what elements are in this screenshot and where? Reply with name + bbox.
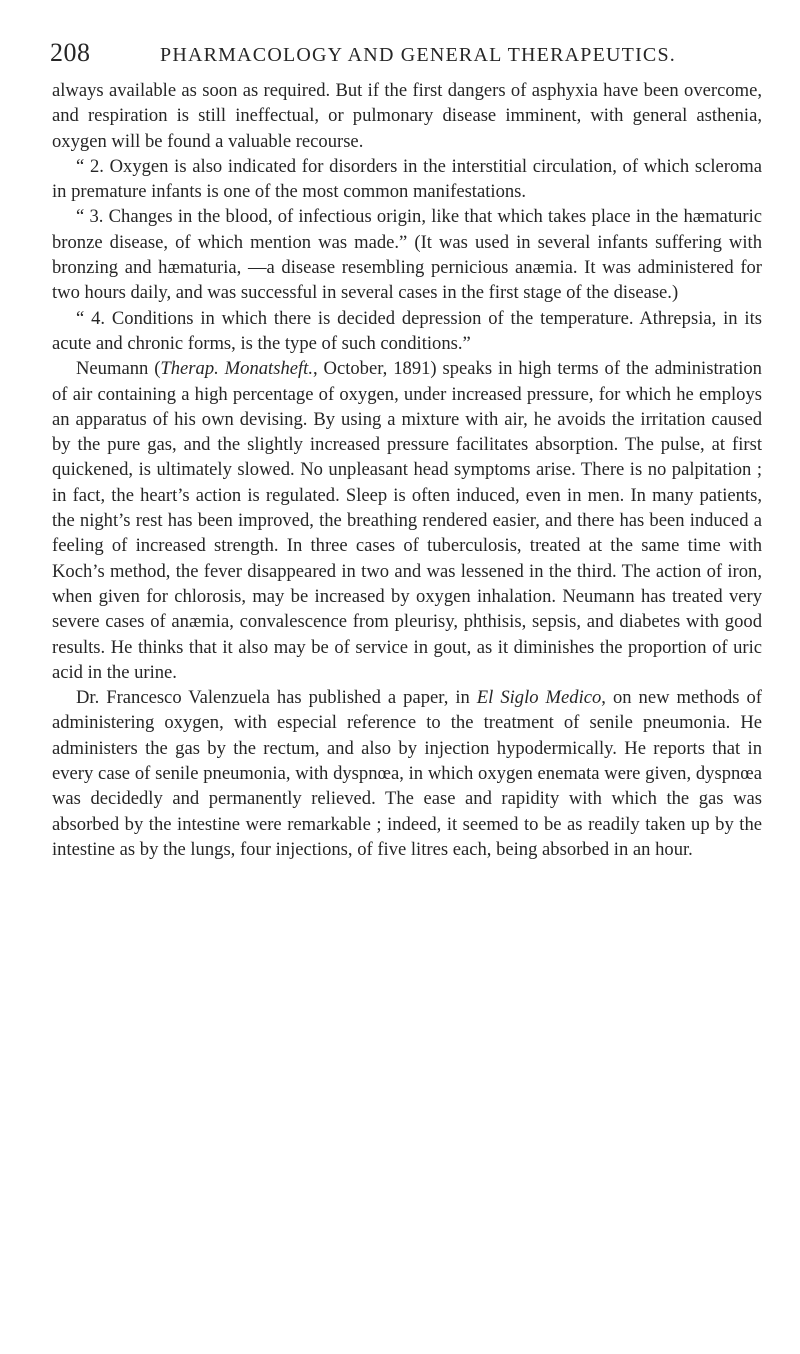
journal-citation-therap: Therap. Monatsheft. bbox=[160, 358, 313, 380]
paragraph-item-2: “ 2. Oxygen is also indicated for disorders in the interstitial circulation, of which scleroma in premature infants is one of the most common manifestations. bbox=[52, 155, 762, 203]
paragraph-neumann bbox=[52, 356, 762, 685]
paragraph-neumann-body: , October, 1891) speaks in high terms of the administration of air containing a high percentage of oxygen, under increased pressure, for which he employs an apparatus of his own devising. By using a mixture with air, he avoids the irritation caused by the pure gas, and the slightly increased pressure facilitates absorption. The pulse, at first quickened, is ultimately slowed. No unpleasant head symptoms arise. There is no palpitation ; in fact, the heart’s action is regulated. Sleep is often induced, even in men. In many patients, the night’s rest has been improved, the breathing rendered easier, and there has been induced a feeling of increased strength. In three cases of tuberculosis, treated at the same time with Koch’s method, the fever disappeared in two and was lessened in the third. The action of iron, when given for chlorosis, may be increased by oxygen inhalation. Neumann has treated very severe cases of anæmia, convalescence from pleurisy, phthisis, sepsis, and diabetes with good results. He thinks that it also may be of service in gout, as it diminishes the proportion of uric acid in the urine. bbox=[52, 358, 762, 683]
paragraph-valenzuela-lead: Dr. Francesco Valenzuela has published a paper, in bbox=[76, 687, 477, 709]
journal-citation-siglo: El Siglo Medico bbox=[476, 687, 602, 709]
paragraph-item-4: “ 4. Conditions in which there is decided depression of the temperature. Athrepsia, in its acute and chronic forms, is the type of such conditions.” bbox=[52, 307, 762, 354]
paragraph-valenzuela-body: , on new methods of administering oxygen, with especial reference to the treatment of senile pneumonia. He administers the gas by the rectum, and also by injection hypodermically. He reports that in every case of senile pneumonia, with dyspnœa, in which oxygen enemata were given, dyspnœa was decidedly and permanently relieved. The ease and rapidity with which the gas was absorbed by the intestine were remarkable ; indeed, it seemed to be as readily taken up by the intestine as by the lungs, four injections, of five litres each, being absorbed in an hour. bbox=[52, 687, 762, 860]
running-head bbox=[52, 0, 762, 66]
body-text bbox=[52, 78, 762, 862]
page bbox=[52, 0, 762, 862]
paragraph-continuation: always available as soon as required. But if the first dangers of asphyxia have been overcome, and respiration is still ineffectual, or pulmonary disease imminent, with general asthenia, oxygen will be found a valuable recourse. bbox=[52, 80, 762, 152]
paragraph-item-3: “ 3. Changes in the blood, of infectious origin, like that which takes place in the hæmaturic bronze disease, of which mention was made.” (It was used in several infants suffering with bronzing and hæmaturia, —a disease resembling pernicious anæmia. It was administered for two hours daily, and was successful in several cases in the first stage of the disease.) bbox=[52, 206, 762, 304]
page-number: 208 bbox=[50, 38, 91, 67]
running-title: PHARMACOLOGY AND GENERAL THERAPEUTICS. bbox=[160, 44, 676, 66]
paragraph-neumann-lead: Neumann ( bbox=[76, 358, 161, 380]
paragraph-valenzuela bbox=[52, 685, 762, 862]
